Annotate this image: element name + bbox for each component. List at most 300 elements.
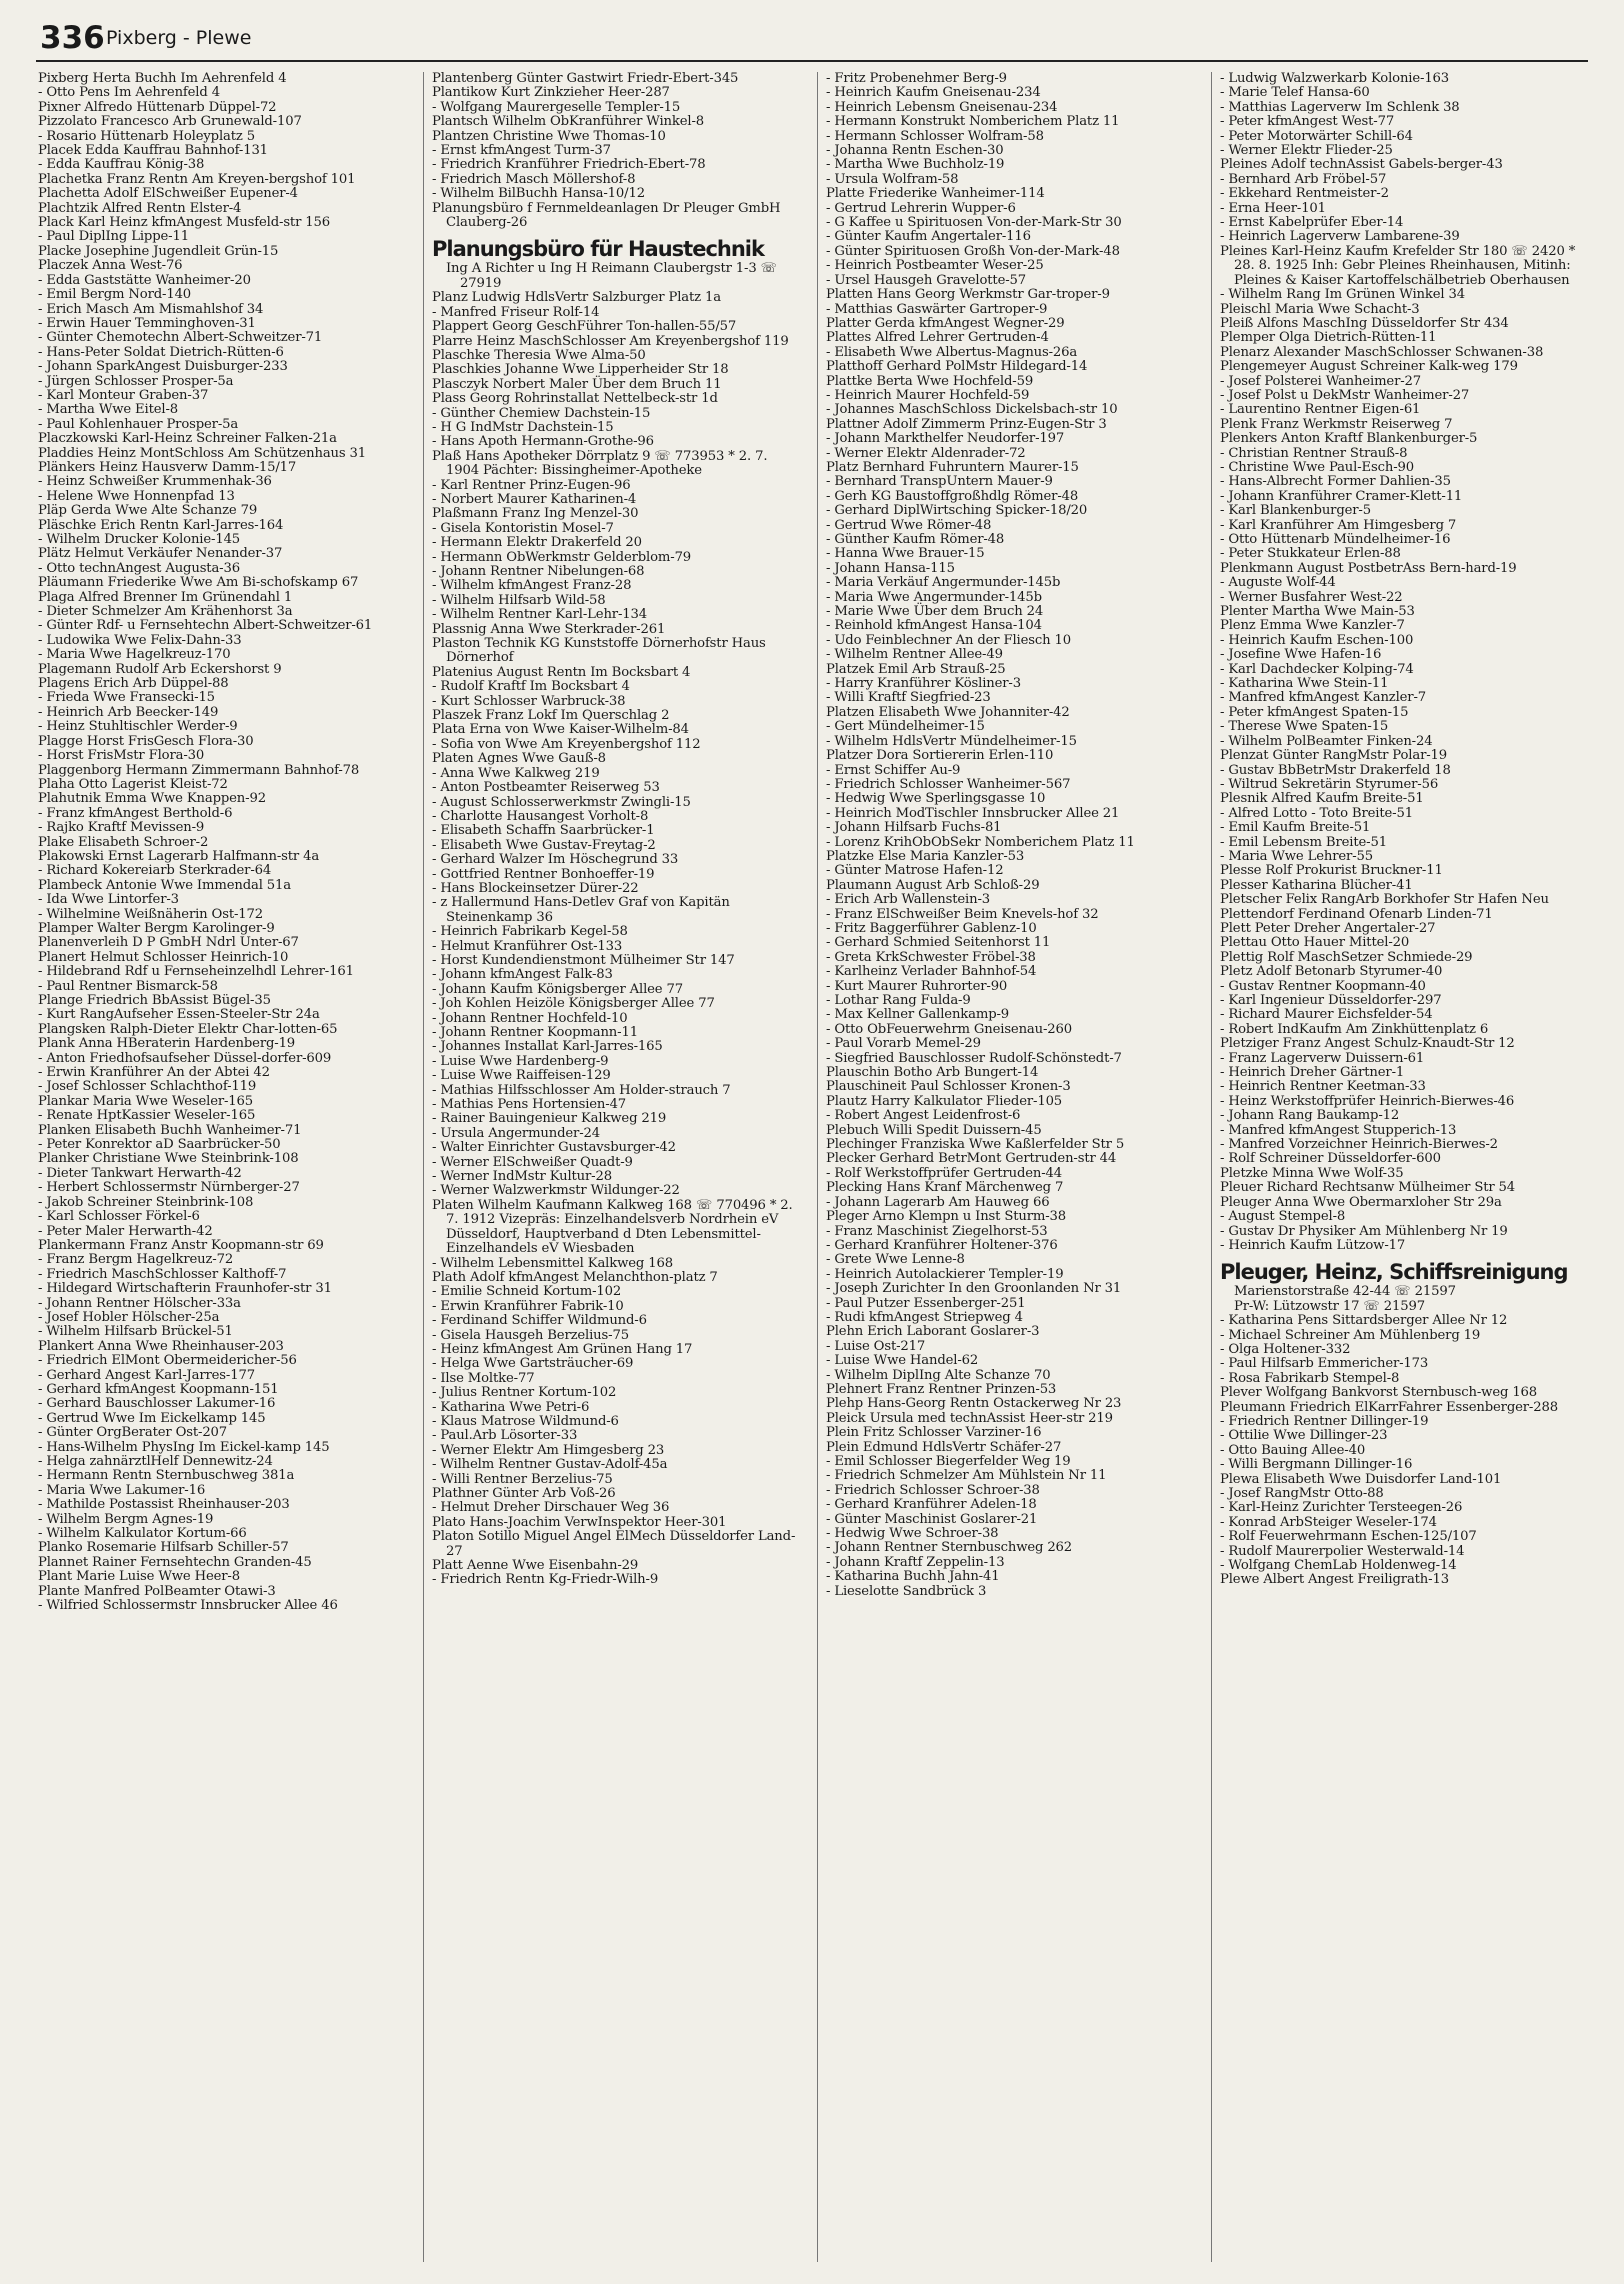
directory-entry: - Maria Verkäuf Angermunder-145b [826,575,1061,591]
directory-entry: - Rudolf Kraftf Im Bocksbart 4 [432,679,630,695]
directory-entry: - Gustav BbBetrMstr Drakerfeld 18 [1220,762,1451,778]
directory-entry: - Karl Kranführer Am Himgesberg 7 [1220,517,1457,533]
directory-entry: Plack Karl Heinz kfmAngest Musfeld-str 156 [38,215,331,231]
directory-entry: - Manfred Vorzeichner Heinrich-Bierwes-2 [1220,1137,1498,1153]
directory-entry: - Joh Kohlen Heizöle Königsberger Allee 77 [432,996,715,1012]
directory-entry: - Michael Schreiner Am Mühlenberg 19 [1220,1327,1481,1343]
directory-entry: - Heinrich Lebensm Gneisenau-234 [826,99,1058,115]
directory-entry: - Johann Rang Baukamp-12 [1220,1108,1400,1124]
directory-entry: Placzek Anna West-76 [38,258,183,274]
directory-entry: - Helene Wwe Honnenpfad 13 [38,488,235,504]
directory-entry: - Josef Polst u DekMstr Wanheimer-27 [1220,387,1470,403]
directory-entry: Plante Manfred PolBeamter Otawi-3 [38,1583,276,1599]
directory-entry: - Heinrich Lagerverw Lambarene-39 [1220,229,1460,245]
directory-entry: Plenk Franz Werkmstr Reiserweg 7 [1220,416,1453,432]
directory-entry: - Franz Bergm Hagelkreuz-72 [38,1252,234,1268]
directory-entry: Plattke Berta Wwe Hochfeld-59 [826,373,1034,389]
directory-entry: - Wilhelmine Weißnäherin Ost-172 [38,906,264,922]
directory-entry: - Auguste Wolf-44 [1220,575,1336,591]
directory-entry: - Franz kfmAngest Berthold-6 [38,805,233,821]
directory-entry: Plankar Maria Wwe Weseler-165 [38,1093,254,1109]
directory-entry: Plätz Helmut Verkäufer Nenander-37 [38,546,283,562]
directory-entry: - Gisela Kontoristin Mosel-7 [432,520,614,536]
column-2-top [432,72,798,230]
directory-entry: - Johann Kraftf Zeppelin-13 [826,1554,1005,1570]
directory-entry: Plange Friedrich BbAssist Bügel-35 [38,993,271,1008]
directory-entry: Pizzolato Francesco Arb Grunewald-107 [38,114,302,130]
directory-entry: - Wilhelm PolBeamter Finken-24 [1220,733,1433,749]
directory-entry: - Ilse Moltke-77 [432,1370,535,1386]
directory-entry: - Heinz Schweißer Krummenhak-36 [38,474,272,490]
directory-entry: - Anton Postbeamter Reiserweg 53 [432,780,660,796]
directory-entry: - Maria Wwe Angermunder-145b [826,589,1042,605]
directory-entry: - Peter kfmAngest Spaten-15 [1220,704,1409,720]
directory-entry: - Luise Ost-217 [826,1338,926,1354]
directory-entry: - Kurt Maurer Ruhrorter-90 [826,978,1008,994]
directory-entry: - Ursel Hausgeh Gravelotte-57 [826,272,1027,288]
directory-entry: - Wilfried Schlossermstr Innsbrucker Allee 46 [38,1598,338,1614]
directory-entry: - Lieselotte Sandbrück 3 [826,1583,987,1599]
directory-entry: - Siegfried Bauschlosser Rudolf-Schönstedt-7 [826,1050,1122,1066]
directory-entry: - Gertrud Lehrerin Wupper-6 [826,200,1016,216]
directory-entry: Plechinger Franziska Wwe Kaßlerfelder Str 5 [826,1137,1125,1153]
directory-entry: - Hans-Peter Soldat Dietrich-Rütten-6 [38,344,284,360]
directory-entry: Plenarz Alexander MaschSchlosser Schwanen-38 [1220,344,1544,360]
column-3 [826,72,1192,2272]
directory-entry: - Wiltrud Sekretärin Styrumer-56 [1220,776,1439,792]
directory-entry: Pletscher Felix RangArb Borkhofer Str Hafen Neu [1220,892,1549,908]
directory-entry: Pletzke Minna Wwe Wolf-35 [1220,1165,1404,1181]
directory-entry: - Anna Wwe Kalkweg 219 [432,765,600,781]
directory-entry: - Erwin Kranführer An der Abtei 42 [38,1065,270,1081]
directory-entry: - Rolf Feuerwehrmann Eschen-125/107 [1220,1529,1477,1545]
directory-entry: - Heinrich Autolackierer Templer-19 [826,1266,1064,1282]
directory-entry: Pleger Arno Klempn u Inst Sturm-38 [826,1209,1067,1225]
directory-entry: - Manfred Friseur Rolf-14 [432,304,600,320]
directory-entry: Platthoff Gerhard PolMstr Hildegard-14 [826,359,1088,375]
directory-entry: Plant Marie Luise Wwe Heer-8 [38,1569,240,1585]
directory-entry: Plemper Olga Dietrich-Rütten-11 [1220,330,1437,346]
directory-entry: - Josef Hobler Hölscher-25a [38,1309,220,1325]
directory-entry: Plaß Hans Apotheker Dörrplatz 9 ☏ 773953 * 2. 7. 1904 Pächter: Bissingheimer-Apotheke [432,448,768,479]
directory-entry: - Maria Wwe Lakumer-16 [38,1482,206,1498]
directory-entry: Pläp Gerda Wwe Alte Schanze 79 [38,503,258,519]
directory-entry: Plachetka Franz Rentn Am Kreyen-bergshof 101 [38,171,356,187]
directory-entry: - Richard Kokereiarb Sterkrader-64 [38,863,272,879]
directory-entry: - Günter Chemotechn Albert-Schweitzer-71 [38,330,323,346]
directory-entry: - Heinz Stuhltischler Werder-9 [38,719,238,735]
directory-entry: - Günter OrgBerater Ost-207 [38,1425,228,1441]
directory-entry: - August Schlosserwerkmstr Zwingli-15 [432,794,691,810]
directory-entry: - Katharina Wwe Stein-11 [1220,676,1389,692]
directory-entry: - Ernst kfmAngest Turm-37 [432,143,611,159]
directory-entry: Platzek Emil Arb Strauß-25 [826,661,1006,677]
directory-entry: - Gottfried Rentner Bonhoeffer-19 [432,866,655,882]
directory-entry: - Peter Motorwärter Schill-64 [1220,128,1413,144]
directory-entry: - Matthias Gaswärter Gartroper-9 [826,301,1048,317]
directory-entry: - Johann SparkAngest Duisburger-233 [38,359,288,375]
directory-entry: - Christine Wwe Paul-Esch-90 [1220,459,1414,475]
directory-entry: Pletziger Franz Angest Schulz-Knaudt-Str 12 [1220,1036,1515,1052]
directory-entry: - Lothar Rang Fulda-9 [826,993,971,1008]
directory-entry: - Bernhard TranspUntern Mauer-9 [826,474,1053,490]
directory-entry: Plecking Hans Kranf Märchenweg 7 [826,1180,1064,1196]
directory-entry: - Friedrich MaschSchlosser Kalthoff-7 [38,1266,287,1282]
directory-entry: - Grete Wwe Lenne-8 [826,1252,965,1268]
directory-entry: Plenzat Günter RangMstr Polar-19 [1220,748,1448,764]
directory-entry: Pläumann Friederike Wwe Am Bi-schofskamp 67 [38,575,359,591]
directory-entry: - Fritz Baggerführer Gablenz-10 [826,920,1037,936]
directory-entry: Plenz Emma Wwe Kanzler-7 [1220,618,1405,634]
directory-entry: Plaßmann Franz Ing Menzel-30 [432,506,639,522]
directory-entry: Pläschke Erich Rentn Karl-Jarres-164 [38,517,284,533]
directory-entry: Plenkmann August PostbetrAss Bern-hard-19 [1220,560,1517,576]
directory-entry: Plantenberg Günter Gastwirt Friedr-Ebert-345 [432,72,739,86]
directory-entry: - Ursula Wolfram-58 [826,171,959,187]
directory-entry: - Dieter Tankwart Herwarth-42 [38,1165,242,1181]
directory-entry: - Gerhard Angest Karl-Jarres-177 [38,1367,255,1383]
directory-entry: Plamper Walter Bergm Karolinger-9 [38,920,275,936]
directory-entry: Placek Edda Kauffrau Bahnhof-131 [38,143,268,159]
column-rule [423,72,424,2262]
directory-entry: Plath Adolf kfmAngest Melanchthon-platz 7 [432,1269,718,1285]
directory-entry: - Johann Hilfsarb Fuchs-81 [826,820,1002,836]
directory-entry: Plenter Martha Wwe Main-53 [1220,604,1415,620]
directory-entry: - Hermann Elektr Drakerfeld 20 [432,535,642,551]
directory-entry: - Gerhard Kranführer Adelen-18 [826,1497,1037,1513]
ad-heading-planungsbuero-details [432,262,798,291]
directory-entry: - Karl Monteur Graben-37 [38,387,209,403]
directory-entry: - G Kaffee u Spirituosen Von-der-Mark-Str 30 [826,215,1122,231]
directory-entry: Plein Edmund HdlsVertr Schäfer-27 [826,1439,1062,1455]
directory-entry: - Luise Wwe Handel-62 [826,1353,979,1369]
directory-entry: - Dieter Schmelzer Am Krähenhorst 3a [38,604,293,620]
directory-entry: - Franz Lagerverw Duissern-61 [1220,1050,1425,1066]
directory-entry: - Gert Mündelheimer-15 [826,719,985,735]
directory-entry: Plettig Rolf MaschSetzer Schmiede-29 [1220,949,1473,965]
directory-entry: - Norbert Maurer Katharinen-4 [432,491,637,507]
directory-entry: - Sofia von Wwe Am Kreyenbergshof 112 [432,736,701,752]
directory-entry: - Werner Elektr Flieder-25 [1220,143,1393,159]
directory-entry: - Ernst Kabelprüfer Eber-14 [1220,215,1404,231]
directory-entry: - Johannes MaschSchloss Dickelsbach-str 10 [826,402,1118,418]
directory-entry: - Wilhelm Lebensmittel Kalkweg 168 [432,1255,673,1271]
directory-entry: - Hans Apoth Hermann-Grothe-96 [432,434,654,450]
column-2-bottom [432,291,798,1588]
directory-entry: - Ursula Angermunder-24 [432,1125,600,1141]
directory-entry: Plahutnik Emma Wwe Knappen-92 [38,791,266,807]
directory-entry: Plautz Harry Kalkulator Flieder-105 [826,1093,1063,1109]
directory-entry: - Helga zahnärztlHelf Dennewitz-24 [38,1454,273,1469]
directory-entry: - Ludwig Walzwerkarb Kolonie-163 [1220,72,1450,86]
directory-entry: - Heinrich Arb Beecker-149 [38,704,219,720]
directory-entry: Plachtzik Alfred Rentn Elster-4 [38,200,242,216]
column-4 [1220,72,1586,2272]
directory-entry: - Johann Kaufm Königsberger Allee 77 [432,981,683,997]
column-rule [1211,72,1212,2262]
column-2 [432,72,798,2272]
directory-entry: - Paul Hilfsarb Emmericher-173 [1220,1356,1429,1372]
directory-entry: Pixner Alfredo Hüttenarb Düppel-72 [38,99,277,115]
directory-entry: Plank Anna HBeraterin Hardenberg-19 [38,1036,296,1052]
directory-entry: Plaha Otto Lagerist Kleist-72 [38,776,228,792]
directory-entry: - Johann Markthelfer Neudorfer-197 [826,431,1065,447]
directory-entry: - Emil Kaufm Breite-51 [1220,820,1371,836]
directory-entry: - Joseph Zurichter In den Groonlanden Nr 31 [826,1281,1122,1297]
directory-entry: Plass Georg Rohrinstallat Nettelbeck-str 1d [432,391,718,407]
directory-entry: Plettau Otto Hauer Mittel-20 [1220,935,1410,951]
directory-entry: Plangsken Ralph-Dieter Elektr Char-lotten-65 [38,1021,338,1037]
directory-entry: - Erwin Kranführer Fabrik-10 [432,1298,624,1314]
directory-entry: - Erich Masch Am Mismahlshof 34 [38,301,264,317]
directory-entry: Plata Erna von Wwe Kaiser-Wilhelm-84 [432,722,689,738]
directory-entry: Planko Rosemarie Hilfsarb Schiller-57 [38,1540,289,1556]
directory-entry: - Heinrich Kaufm Eschen-100 [1220,632,1414,648]
directory-entry: - Gustav Rentner Koopmann-40 [1220,978,1426,994]
directory-entry: Pladdies Heinz MontSchloss Am Schützenhaus 31 [38,445,367,461]
directory-entry: - Bernhard Arb Fröbel-57 [1220,171,1387,187]
directory-entry: - Klaus Matrose Wildmund-6 [432,1413,619,1429]
directory-entry: Plewa Elisabeth Wwe Duisdorfer Land-101 [1220,1471,1502,1487]
directory-entry: - Gertrud Wwe Im Eickelkamp 145 [38,1410,266,1426]
directory-entry: - Maria Wwe Hagelkreuz-170 [38,647,231,663]
directory-entry: Platen Wilhelm Kaufmann Kalkweg 168 ☏ 770496 * 2. 7. 1912 Vizepräs: Einzelhandelsverb Nordrhein eV Düsseldorf, Hauptverband d Dten Lebensmittel-Einzelhandels eV Wiesbaden [432,1197,793,1257]
directory-entry: - Günther Chemiew Dachstein-15 [432,405,651,421]
directory-entry: - Wilhelm kfmAngest Franz-28 [432,578,632,594]
directory-entry: - August Stempel-8 [1220,1209,1346,1225]
directory-entry: Plengemeyer August Schreiner Kalk-weg 179 [1220,359,1518,375]
directory-entry: - Wilhelm Hilfsarb Brückel-51 [38,1324,233,1340]
column-4-top [1220,72,1586,1253]
directory-entry: - Johannes Installat Karl-Jarres-165 [432,1039,663,1055]
directory-entry: Plagge Horst FrisGesch Flora-30 [38,733,254,749]
ad-heading-pleuger: Pleuger, Heinz, Schiffsreinigung [1220,1260,1568,1285]
directory-entry: - Gerhard Walzer Im Höschegrund 33 [432,852,679,868]
directory-entry: Plattes Alfred Lehrer Gertruden-4 [826,330,1049,346]
directory-entry: - Günther Kaufm Römer-48 [826,532,1005,547]
directory-entry: Planungsbüro f Fernmeldeanlagen Dr Pleuger GmbH Clauberg-26 [432,200,781,231]
directory-entry: - Gerhard Schmied Seitenhorst 11 [826,935,1051,951]
directory-entry: - Johann kfmAngest Falk-83 [432,967,613,983]
directory-entry: - Rainer Bauingenieur Kalkweg 219 [432,1111,667,1127]
directory-entry: Platten Hans Georg Werkmstr Gar-troper-9 [826,287,1110,303]
column-1 [38,72,404,2272]
directory-entry: - Günter Rdf- u Fernsehtechn Albert-Schweitzer-61 [38,618,373,634]
directory-entry: - Hermann Rentn Sternbuschweg 381a [38,1468,295,1484]
directory-entry: Plever Wolfgang Bankvorst Sternbusch-weg 168 [1220,1385,1538,1401]
directory-entry: - z Hallermund Hans-Detlev Graf von Kapitän Steinenkamp 36 [432,895,730,925]
directory-entry: - Anton Friedhofsaufseher Düssel-dorfer-609 [38,1050,332,1066]
directory-entry: - Gerhard Kranführer Holtener-376 [826,1237,1058,1253]
directory-entry: Plaston Technik KG Kunststoffe Dörnerhofstr Haus Dörnerhof [432,636,766,666]
directory-entry: - Josef Polsterei Wanheimer-27 [1220,373,1422,389]
page-header [36,18,1588,62]
directory-entry: - Gerh KG Baustoffgroßhdlg Römer-48 [826,488,1079,504]
directory-entry: - Hermann Schlosser Wolfram-58 [826,128,1044,144]
directory-entry: - Johann Rentner Hochfeld-10 [432,1010,628,1026]
directory-entry: Platz Bernhard Fuhruntern Maurer-15 [826,459,1079,475]
directory-entry: - Ottilie Wwe Dillinger-23 [1220,1428,1388,1444]
directory-entry: - Matthias Lagerverw Im Schlenk 38 [1220,99,1460,115]
page-running-title: Pixberg - Plewe [106,27,252,49]
directory-entry: Ing A Richter u Ing H Reimann Claubergstr 1-3 ☏ 27919 [446,261,777,291]
directory-entry: - Otto Hüttenarb Mündelheimer-16 [1220,532,1451,547]
directory-entry: - Werner Walzwerkmstr Wildunger-22 [432,1183,680,1199]
directory-entry: - Olga Holtener-332 [1220,1341,1351,1357]
directory-entry: Plagens Erich Arb Düppel-88 [38,676,229,692]
directory-entry: - Peter kfmAngest West-77 [1220,114,1395,130]
directory-entry: Plein Fritz Schlosser Varziner-16 [826,1425,1042,1441]
directory-entry: - Günter Matrose Hafen-12 [826,863,1004,879]
directory-entry: - Rosa Fabrikarb Stempel-8 [1220,1370,1400,1386]
directory-entry: Plappert Georg GeschFührer Ton-hallen-55/57 [432,319,737,335]
directory-entry: Plankert Anna Wwe Rheinhauser-203 [38,1338,284,1354]
directory-entry: - Fritz Probenehmer Berg-9 [826,72,1007,86]
directory-columns [38,72,1588,2272]
directory-entry: Plakowski Ernst Lagerarb Halfmann-str 4a [38,848,320,864]
directory-entry: Plankermann Franz Anstr Koopmann-str 69 [38,1237,324,1253]
directory-entry: Pleuger Anna Wwe Obermarxloher Str 29a [1220,1194,1502,1210]
directory-entry: - Mathias Hilfsschlosser Am Holder-strauch 7 [432,1082,731,1098]
directory-entry: - Hedwig Wwe Schroer-38 [826,1526,999,1542]
directory-entry: - Emil Lebensm Breite-51 [1220,834,1387,850]
directory-entry: - Wilhelm Kalkulator Kortum-66 [38,1526,247,1542]
directory-entry: - Wilhelm Rentner Allee-49 [826,647,1003,663]
directory-entry: Plaschkies Johanne Wwe Lipperheider Str 18 [432,362,729,378]
directory-entry: - Günter Maschinist Goslarer-21 [826,1511,1038,1527]
directory-entry: - Karlheinz Verlader Bahnhof-54 [826,964,1037,980]
directory-entry: Plettendorf Ferdinand Ofenarb Linden-71 [1220,906,1493,922]
directory-entry: Plenkers Anton Kraftf Blankenburger-5 [1220,431,1478,447]
directory-entry: - Wilhelm Rentner Karl-Lehr-134 [432,607,647,623]
column-4-bottom [1220,1314,1586,1588]
directory-entry: - Jürgen Schlosser Prosper-5a [38,373,234,389]
directory-entry: - Paul Putzer Essenberger-251 [826,1295,1026,1311]
directory-entry: - Paul Vorarb Memel-29 [826,1036,981,1052]
directory-entry: - Laurentino Rentner Eigen-61 [1220,402,1421,418]
directory-entry: Platzke Else Maria Kanzler-53 [826,848,1025,864]
directory-entry: - Julius Rentner Kortum-102 [432,1385,617,1401]
directory-entry: - Helmut Kranführer Ost-133 [432,938,623,954]
directory-entry: - Willi Kraftf Siegfried-23 [826,690,991,706]
directory-entry: Plaszek Franz Lokf Im Querschlag 2 [432,708,670,724]
directory-entry: - Heinz Werkstoffprüfer Heinrich-Bierwes-46 [1220,1093,1515,1109]
directory-entry: - Johanna Rentn Eschen-30 [826,143,1004,159]
directory-entry: - Udo Feinblechner An der Fliesch 10 [826,632,1071,648]
directory-entry: - Lorenz KrihObObSekr Nomberichem Platz 11 [826,834,1135,850]
directory-entry: - Frieda Wwe Fransecki-15 [38,690,215,706]
directory-entry: - Peter Konrektor aD Saarbrücker-50 [38,1137,281,1153]
directory-entry: Platte Friederike Wanheimer-114 [826,186,1045,202]
directory-entry: - Erich Arb Wallenstein-3 [826,892,991,908]
directory-entry: - Rosario Hüttenarb Holeyplatz 5 [38,128,255,144]
directory-entry: - Wilhelm Rentner Gustav-Adolf-45a [432,1457,668,1473]
directory-entry: Plehn Erich Laborant Goslarer-3 [826,1324,1040,1340]
directory-entry: Plehp Hans-Georg Rentn Ostackerweg Nr 23 [826,1396,1122,1412]
directory-entry: - Friedrich ElMont Obermeidericher-56 [38,1353,297,1369]
directory-entry: - Gerhard DiplWirtsching Spicker-18/20 [826,503,1088,519]
directory-entry: Platzen Elisabeth Wwe Johanniter-42 [826,704,1070,720]
directory-entry: - Jakob Schreiner Steinbrink-108 [38,1194,254,1210]
directory-entry: Plaumann August Arb Schloß-29 [826,877,1040,893]
directory-entry: - Mathilde Postassist Rheinhauser-203 [38,1497,290,1513]
directory-entry: Placzkowski Karl-Heinz Schreiner Falken-21a [38,431,337,447]
directory-entry: - Heinrich Kaufm Gneisenau-234 [826,85,1041,101]
directory-entry: - Peter Stukkateur Erlen-88 [1220,546,1401,562]
directory-entry: - Herbert Schlossermstr Nürnberger-27 [38,1180,300,1196]
directory-entry: - Maria Wwe Lehrer-55 [1220,848,1373,864]
directory-entry: - Martha Wwe Eitel-8 [38,402,179,418]
directory-entry: - Rudi kfmAngest Striepweg 4 [826,1309,1023,1325]
directory-entry: - Katharina Buchh Jahn-41 [826,1569,1000,1585]
directory-entry: Placke Josephine Jugendleit Grün-15 [38,243,279,259]
directory-entry: - Kurt Schlosser Warbruck-38 [432,693,626,709]
column-rule [817,72,818,2262]
directory-entry: - Günter Kaufm Angertaler-116 [826,229,1031,245]
directory-entry: - Konrad ArbSteiger Weseler-174 [1220,1514,1437,1530]
directory-entry: Plänkers Heinz Hausverw Damm-15/17 [38,459,297,475]
ad-heading-planungsbuero: Planungsbüro für Haustechnik [432,237,764,262]
directory-entry: - Friedrich Rentner Dillinger-19 [1220,1413,1429,1429]
directory-entry: Platter Gerda kfmAngest Wegner-29 [826,315,1065,331]
directory-entry: - Johann Hansa-115 [826,560,955,576]
directory-entry: - Karl Rentner Prinz-Eugen-96 [432,477,631,493]
directory-entry: Platenius August Rentn Im Bocksbart 4 [432,664,691,680]
directory-entry: - Willi Bergmann Dillinger-16 [1220,1457,1413,1473]
directory-entry: - Wolfgang Maurergeselle Templer-15 [432,99,681,115]
directory-entry: - Werner ElSchweißer Quadt-9 [432,1154,633,1170]
directory-entry: - Paul DiplIng Lippe-11 [38,229,189,245]
ad-heading-pleuger-details [1220,1285,1586,1314]
directory-entry: - Luise Wwe Hardenberg-9 [432,1053,609,1069]
directory-entry: Planz Ludwig HdlsVertr Salzburger Platz 1a [432,290,721,306]
directory-entry: - Heinrich ModTischler Innsbrucker Allee 21 [826,805,1120,821]
directory-entry: - Luise Wwe Raiffeisen-129 [432,1068,611,1084]
directory-entry: - Heinrich Dreher Gärtner-1 [1220,1065,1405,1081]
directory-entry: - Hans-Wilhelm PhysIng Im Eickel-kamp 145 [38,1439,330,1455]
directory-entry: - Emil Schlosser Biegerfelder Weg 19 [826,1454,1071,1469]
directory-entry: - Emil Bergm Nord-140 [38,287,192,303]
directory-entry: - Elisabeth Wwe Gustav-Freytag-2 [432,837,656,853]
directory-entry: - Gertrud Wwe Römer-48 [826,517,992,533]
directory-entry: Pleick Ursula med technAssist Heer-str 219 [826,1410,1113,1426]
directory-entry: - Horst Kundendienstmont Mülheimer Str 147 [432,952,735,968]
directory-entry: - Gerhard kfmAngest Koopmann-151 [38,1381,279,1397]
directory-entry: - Katharina Wwe Petri-6 [432,1399,590,1415]
directory-entry: Pleuer Richard Rechtsanw Mülheimer Str 54 [1220,1180,1516,1196]
page-number: 336 [40,20,105,56]
directory-entry: - Wilhelm BilBuchh Hansa-10/12 [432,186,645,202]
directory-entry: - Heinrich Maurer Hochfeld-59 [826,387,1030,403]
directory-entry: Pleines Karl-Heinz Kaufm Krefelder Str 180 ☏ 2420 * 28. 8. 1925 Inh: Gebr Pleines Rheinhausen, Mitinh: Pleines & Kaiser Kartoffelschälbetrieb Oberhausen [1220,243,1576,288]
directory-entry: - Manfred kfmAngest Kanzler-7 [1220,690,1427,706]
directory-entry: - Ferdinand Schiffer Wildmund-6 [432,1313,647,1329]
directory-entry: - Franz ElSchweißer Beim Knevels-hof 32 [826,906,1099,922]
directory-entry: - Greta KrkSchwester Fröbel-38 [826,949,1036,965]
directory-entry: - Josef RangMstr Otto-88 [1220,1486,1384,1501]
directory-entry: Plewe Albert Angest Freiligrath-13 [1220,1572,1449,1588]
directory-entry: - Karl-Heinz Zurichter Tersteegen-26 [1220,1500,1463,1516]
directory-entry: Marienstorstraße 42-44 ☏ 21597 [1234,1284,1456,1300]
directory-entry: Plagemann Rudolf Arb Eckershorst 9 [38,661,282,677]
directory-entry: Pleines Adolf technAssist Gabels-berger-43 [1220,157,1503,173]
directory-entry: Plaga Alfred Brenner Im Grünendahl 1 [38,589,293,605]
directory-entry: - Paul Kohlenhauer Prosper-5a [38,416,239,432]
directory-entry: - Werner Busfahrer West-22 [1220,589,1403,605]
directory-entry: - Karl Dachdecker Kolping-74 [1220,661,1414,677]
directory-entry: - Paul Rentner Bismarck-58 [38,978,218,994]
directory-entry: - Hermann Konstrukt Nomberichem Platz 11 [826,114,1120,130]
